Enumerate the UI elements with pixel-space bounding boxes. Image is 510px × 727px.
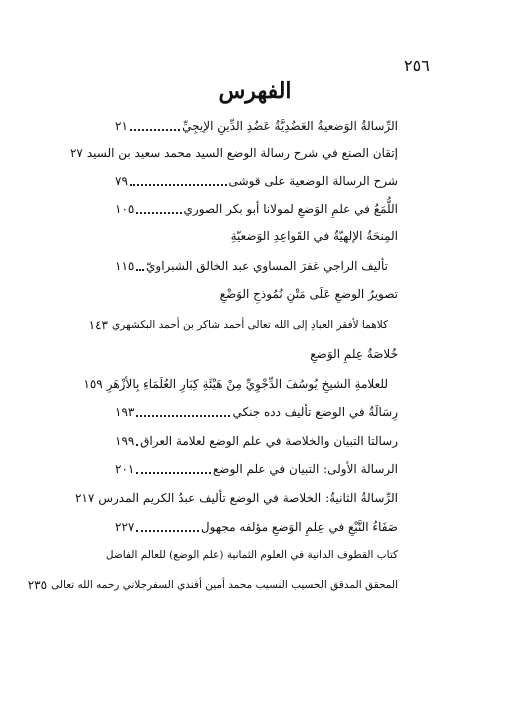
toc-entry-page-number: ٢٣٥: [27, 578, 48, 592]
toc-entry-title: كلاهما لأفقر العبادِ إلى الله تعالى أحمد شاكر بن أحمد البكشهري: [112, 319, 388, 331]
toc-entry-title: شرح الرسالة الوضعية على قوشى: [228, 174, 398, 188]
toc-entry: [115, 197, 398, 221]
dot-leader: [136, 472, 211, 474]
toc-entry-title: المِنحَةُ الإلهيّةُ في القَواعِدِ الوَضعيّةِ: [230, 229, 398, 243]
toc-entry: [27, 573, 398, 597]
toc-entry: [115, 515, 398, 539]
toc-entry-page-number: ٢٠١: [115, 462, 135, 476]
toc-entry: [115, 400, 398, 424]
toc-entry-title: الرِّسالةُ الثانيةُ: الخلاصة في الوضع تأليف عبدُ الكريم المدرس: [98, 491, 398, 505]
dot-leader: [130, 129, 180, 131]
dot-leader: [136, 530, 199, 532]
toc-entry-page-number: ١٠٥: [115, 202, 135, 216]
toc-entry-title: للعلامةِ الشيخِ يُوسُفَ الدِّجْوِيِّ مِنْ هَيْئَةِ كِبَارِ العُلَمَاءِ بِالأزْهَرِ: [106, 377, 388, 391]
dot-leader: [136, 444, 138, 446]
toc-entry: [115, 282, 398, 306]
toc-entry: [115, 169, 398, 193]
table-of-contents: [27, 0, 398, 727]
toc-entry: [69, 141, 398, 165]
toc-entry-page-number: ١٥٩: [83, 377, 103, 391]
toc-entry-page-number: ٢١٧: [74, 491, 95, 505]
toc-entry: [74, 486, 398, 510]
toc-entry-title: الرِّسالةُ الوَضعيةُ العَضُدِيَّةُ عَضُدِ الدِّينِ الإيجِيِّ: [182, 119, 398, 133]
toc-entry-page-number: ١٤٣: [88, 318, 108, 332]
toc-entry-page-number: ٢١: [115, 119, 128, 133]
toc-entry-title: الرسالة الأولى: التبيان في علم الوضع: [212, 462, 398, 476]
toc-entry: [115, 342, 398, 366]
dot-leader: [130, 184, 227, 186]
toc-entry-title: صَفَاءُ النَّبْعِ في عِلمِ الوَضعِ مؤلفه مجهول: [200, 520, 398, 534]
dot-leader: [136, 415, 230, 417]
toc-entry-title: تأليف الراجي غفرَ المساوي عبد الخالق الشبراويّ: [146, 259, 388, 273]
page-number: ٢٥٦: [404, 56, 430, 75]
toc-entry: [83, 372, 398, 396]
toc-entry: [115, 114, 398, 138]
toc-entry-title: المحقق المدقق الحسيب النسيب محمد أمين أفندي السفرجلاني رحمه الله تعالى: [51, 579, 398, 591]
toc-entry: [105, 543, 398, 567]
toc-entry-page-number: ٢٧: [69, 146, 83, 160]
toc-entry-page-number: ١٩٩: [115, 434, 135, 448]
dot-leader: [136, 212, 181, 214]
dot-leader: [136, 269, 144, 271]
toc-entry: [115, 254, 398, 278]
toc-entry-title: تصويرُ الوضعِ عَلَى مَتْنِ نُمُوذجِ الوَضْعِ: [219, 287, 398, 301]
page-title: الفهرس: [218, 78, 292, 104]
toc-entry: [115, 457, 398, 481]
toc-entry: [88, 313, 398, 337]
toc-entry-page-number: ٧٩: [115, 174, 128, 188]
toc-entry-page-number: ٢٢٧: [115, 520, 135, 534]
toc-entry: [115, 224, 398, 248]
toc-entry-title: خُلاصَةُ عِلمِ الوَضعِ: [310, 347, 398, 361]
toc-entry: [115, 429, 398, 453]
toc-entry-title: كتاب القطوف الدانية في العلوم الثمانية (علم الوضع) للعالم الفاضل: [105, 549, 398, 561]
toc-entry-title: رسالتا التبيان والخلاصة في علم الوضع لعلامة العراق: [140, 434, 398, 448]
toc-entry-title: رِسَالَةٌ في الوضع تأليف دده جنكي: [232, 405, 398, 419]
toc-entry-page-number: ١٩٣: [115, 405, 135, 419]
toc-entry-page-number: ١١٥: [115, 259, 135, 273]
toc-entry-title: إتقان الصنع في شرح رسالة الوضع السيد محمد سعيد بن السيد: [86, 146, 398, 160]
toc-entry-title: اللُّمَعُ في علمِ الوَضعِ لمولانا أبو بكر الصوري: [183, 202, 398, 216]
